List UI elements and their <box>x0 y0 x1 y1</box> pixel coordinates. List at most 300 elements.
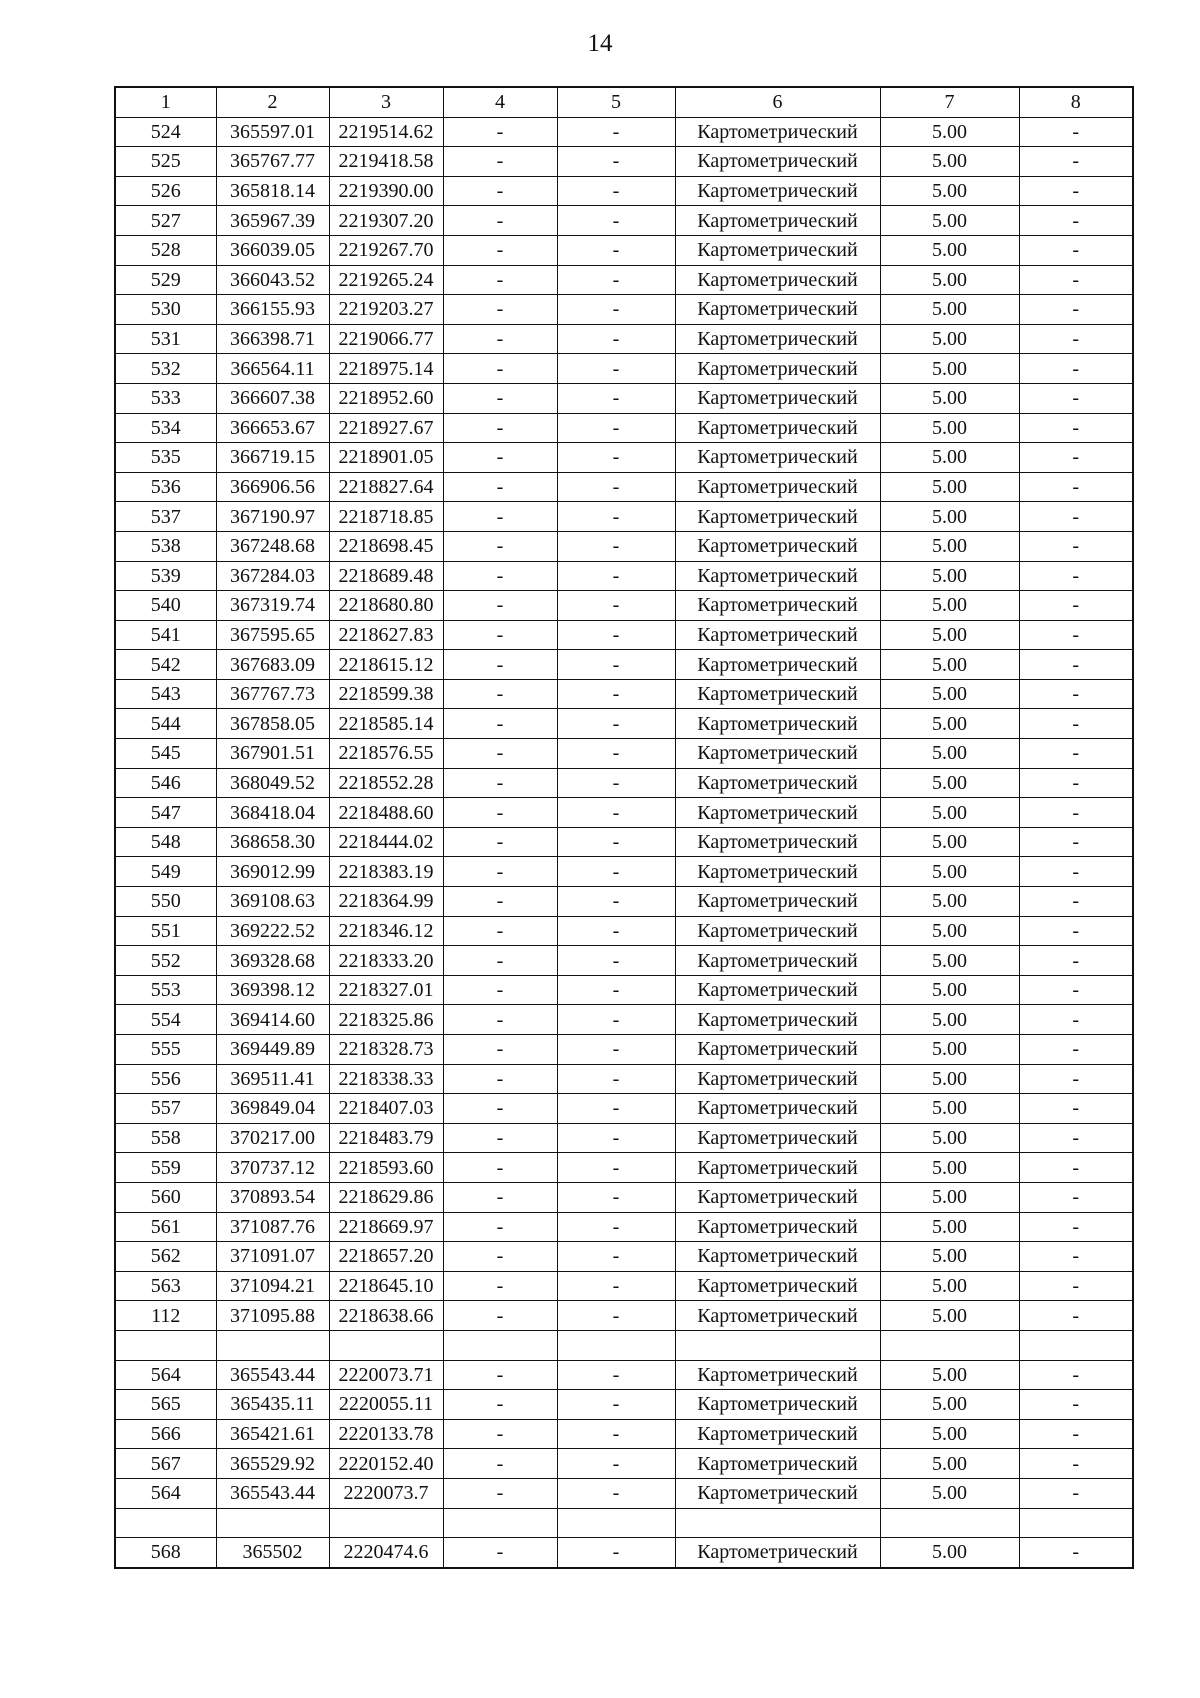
table-row <box>115 1301 1133 1331</box>
cell-point-number: 535 <box>115 443 216 473</box>
table-row <box>115 176 1133 206</box>
cell-y-coordinate: 2219265.24 <box>329 265 443 295</box>
cell-point-number: 539 <box>115 561 216 591</box>
cell-accuracy: 5.00 <box>880 857 1019 887</box>
cell-accuracy: 5.00 <box>880 324 1019 354</box>
cell-accuracy: 5.00 <box>880 295 1019 325</box>
cell-column-8: - <box>1019 679 1133 709</box>
cell-column-4: - <box>443 1419 557 1449</box>
cell-column-8: - <box>1019 206 1133 236</box>
cell-accuracy: 5.00 <box>880 354 1019 384</box>
table-row <box>115 383 1133 413</box>
cell-x-coordinate: 367248.68 <box>216 531 329 561</box>
cell-method: Картометрический <box>675 176 880 206</box>
cell-column-5: - <box>557 1094 675 1124</box>
cell-method: Картометрический <box>675 235 880 265</box>
cell-point-number: 544 <box>115 709 216 739</box>
cell-column-8: - <box>1019 383 1133 413</box>
cell-column-4: - <box>443 117 557 147</box>
cell-accuracy: 5.00 <box>880 709 1019 739</box>
cell-column-5 <box>557 1330 675 1360</box>
cell-y-coordinate: 2219390.00 <box>329 176 443 206</box>
cell-column-4: - <box>443 235 557 265</box>
cell-x-coordinate: 366906.56 <box>216 472 329 502</box>
cell-point-number: 557 <box>115 1094 216 1124</box>
cell-method: Картометрический <box>675 443 880 473</box>
cell-method: Картометрический <box>675 295 880 325</box>
cell-point-number: 545 <box>115 739 216 769</box>
table-row <box>115 591 1133 621</box>
cell-y-coordinate: 2218488.60 <box>329 798 443 828</box>
cell-x-coordinate: 366398.71 <box>216 324 329 354</box>
cell-column-4: - <box>443 472 557 502</box>
column-header-8: 8 <box>1019 87 1133 117</box>
cell-x-coordinate: 369012.99 <box>216 857 329 887</box>
table-row <box>115 413 1133 443</box>
cell-point-number: 547 <box>115 798 216 828</box>
cell-point-number: 568 <box>115 1538 216 1568</box>
cell-column-5: - <box>557 235 675 265</box>
cell-column-8: - <box>1019 1538 1133 1568</box>
cell-column-8: - <box>1019 324 1133 354</box>
cell-column-8: - <box>1019 768 1133 798</box>
cell-x-coordinate: 367901.51 <box>216 739 329 769</box>
cell-column-5: - <box>557 857 675 887</box>
cell-accuracy: 5.00 <box>880 798 1019 828</box>
cell-method: Картометрический <box>675 1005 880 1035</box>
cell-column-5: - <box>557 443 675 473</box>
cell-column-4: - <box>443 1390 557 1420</box>
table-row <box>115 1094 1133 1124</box>
column-header-6: 6 <box>675 87 880 117</box>
cell-column-8: - <box>1019 916 1133 946</box>
cell-x-coordinate: 365597.01 <box>216 117 329 147</box>
cell-column-4: - <box>443 531 557 561</box>
cell-x-coordinate: 366653.67 <box>216 413 329 443</box>
cell-y-coordinate: 2218638.66 <box>329 1301 443 1331</box>
cell-accuracy: 5.00 <box>880 650 1019 680</box>
cell-column-8: - <box>1019 1123 1133 1153</box>
cell-column-5: - <box>557 1153 675 1183</box>
table-row <box>115 531 1133 561</box>
cell-method: Картометрический <box>675 1182 880 1212</box>
cell-column-8: - <box>1019 561 1133 591</box>
cell-accuracy: 5.00 <box>880 1182 1019 1212</box>
cell-x-coordinate: 370737.12 <box>216 1153 329 1183</box>
cell-accuracy: 5.00 <box>880 502 1019 532</box>
cell-method: Картометрический <box>675 739 880 769</box>
cell-accuracy: 5.00 <box>880 443 1019 473</box>
cell-method: Картометрический <box>675 472 880 502</box>
cell-accuracy: 5.00 <box>880 265 1019 295</box>
cell-method: Картометрический <box>675 1212 880 1242</box>
table-row <box>115 857 1133 887</box>
cell-y-coordinate: 2220133.78 <box>329 1419 443 1449</box>
cell-accuracy: 5.00 <box>880 235 1019 265</box>
cell-column-4: - <box>443 1064 557 1094</box>
cell-y-coordinate: 2218669.97 <box>329 1212 443 1242</box>
cell-x-coordinate: 365543.44 <box>216 1360 329 1390</box>
cell-column-8: - <box>1019 1212 1133 1242</box>
cell-x-coordinate: 367190.97 <box>216 502 329 532</box>
cell-y-coordinate: 2218927.67 <box>329 413 443 443</box>
cell-column-8: - <box>1019 857 1133 887</box>
cell-x-coordinate <box>216 1508 329 1538</box>
cell-point-number: 528 <box>115 235 216 265</box>
cell-column-4: - <box>443 916 557 946</box>
cell-method: Картометрический <box>675 1064 880 1094</box>
cell-column-4: - <box>443 1478 557 1508</box>
cell-accuracy: 5.00 <box>880 1390 1019 1420</box>
cell-y-coordinate: 2218615.12 <box>329 650 443 680</box>
cell-y-coordinate: 2218328.73 <box>329 1035 443 1065</box>
table-row <box>115 206 1133 236</box>
table-row <box>115 709 1133 739</box>
cell-y-coordinate: 2219514.62 <box>329 117 443 147</box>
cell-column-8: - <box>1019 176 1133 206</box>
cell-point-number: 563 <box>115 1271 216 1301</box>
cell-column-4: - <box>443 1182 557 1212</box>
cell-method: Картометрический <box>675 502 880 532</box>
table-row <box>115 916 1133 946</box>
table-row <box>115 620 1133 650</box>
table-row <box>115 1508 1133 1538</box>
cell-column-5: - <box>557 295 675 325</box>
cell-accuracy: 5.00 <box>880 147 1019 177</box>
cell-column-8: - <box>1019 1478 1133 1508</box>
cell-point-number: 525 <box>115 147 216 177</box>
table-header-row <box>115 87 1133 117</box>
cell-column-8: - <box>1019 946 1133 976</box>
cell-column-5: - <box>557 916 675 946</box>
cell-accuracy: 5.00 <box>880 1271 1019 1301</box>
cell-column-5: - <box>557 679 675 709</box>
cell-column-4: - <box>443 1449 557 1479</box>
cell-column-8: - <box>1019 265 1133 295</box>
cell-method: Картометрический <box>675 1449 880 1479</box>
table-row <box>115 1390 1133 1420</box>
table-row <box>115 1419 1133 1449</box>
cell-accuracy: 5.00 <box>880 1360 1019 1390</box>
cell-column-8: - <box>1019 147 1133 177</box>
cell-accuracy: 5.00 <box>880 1064 1019 1094</box>
cell-accuracy: 5.00 <box>880 1094 1019 1124</box>
cell-accuracy: 5.00 <box>880 946 1019 976</box>
table-row <box>115 650 1133 680</box>
cell-accuracy: 5.00 <box>880 827 1019 857</box>
cell-column-4 <box>443 1330 557 1360</box>
cell-column-4: - <box>443 324 557 354</box>
cell-point-number: 549 <box>115 857 216 887</box>
cell-column-5: - <box>557 1271 675 1301</box>
table-row <box>115 324 1133 354</box>
cell-accuracy: 5.00 <box>880 531 1019 561</box>
cell-method: Картометрический <box>675 827 880 857</box>
table-row <box>115 798 1133 828</box>
cell-column-4: - <box>443 561 557 591</box>
cell-column-8: - <box>1019 739 1133 769</box>
table-row <box>115 768 1133 798</box>
cell-column-5: - <box>557 1064 675 1094</box>
cell-column-4: - <box>443 295 557 325</box>
table-row <box>115 827 1133 857</box>
cell-accuracy: 5.00 <box>880 1123 1019 1153</box>
cell-column-4: - <box>443 798 557 828</box>
cell-column-5: - <box>557 1538 675 1568</box>
cell-column-5: - <box>557 1182 675 1212</box>
cell-column-8: - <box>1019 1182 1133 1212</box>
cell-method: Картометрический <box>675 531 880 561</box>
cell-x-coordinate: 371087.76 <box>216 1212 329 1242</box>
table-row <box>115 117 1133 147</box>
cell-x-coordinate: 370893.54 <box>216 1182 329 1212</box>
cell-method: Картометрический <box>675 1419 880 1449</box>
cell-column-5: - <box>557 502 675 532</box>
cell-column-5: - <box>557 1301 675 1331</box>
cell-x-coordinate: 371094.21 <box>216 1271 329 1301</box>
cell-point-number: 536 <box>115 472 216 502</box>
cell-y-coordinate: 2218444.02 <box>329 827 443 857</box>
cell-point-number: 532 <box>115 354 216 384</box>
cell-column-5: - <box>557 1123 675 1153</box>
cell-column-8: - <box>1019 650 1133 680</box>
table-row <box>115 739 1133 769</box>
cell-column-4: - <box>443 620 557 650</box>
cell-y-coordinate: 2218552.28 <box>329 768 443 798</box>
cell-point-number: 543 <box>115 679 216 709</box>
table-row <box>115 1330 1133 1360</box>
cell-column-5: - <box>557 472 675 502</box>
cell-column-5: - <box>557 709 675 739</box>
cell-method: Картометрический <box>675 1478 880 1508</box>
cell-column-4: - <box>443 709 557 739</box>
cell-column-8: - <box>1019 1301 1133 1331</box>
cell-column-8: - <box>1019 472 1133 502</box>
cell-y-coordinate: 2218327.01 <box>329 975 443 1005</box>
table-row <box>115 265 1133 295</box>
cell-x-coordinate: 370217.00 <box>216 1123 329 1153</box>
cell-x-coordinate: 365502 <box>216 1538 329 1568</box>
cell-point-number: 538 <box>115 531 216 561</box>
cell-y-coordinate: 2218952.60 <box>329 383 443 413</box>
cell-column-8: - <box>1019 295 1133 325</box>
cell-column-8: - <box>1019 887 1133 917</box>
cell-x-coordinate: 365818.14 <box>216 176 329 206</box>
cell-point-number: 112 <box>115 1301 216 1331</box>
cell-y-coordinate: 2220073.71 <box>329 1360 443 1390</box>
cell-accuracy: 5.00 <box>880 1449 1019 1479</box>
table-row <box>115 1360 1133 1390</box>
cell-column-5: - <box>557 946 675 976</box>
cell-column-5: - <box>557 206 675 236</box>
cell-point-number: 548 <box>115 827 216 857</box>
cell-column-8: - <box>1019 1094 1133 1124</box>
cell-column-4: - <box>443 887 557 917</box>
cell-y-coordinate: 2220474.6 <box>329 1538 443 1568</box>
cell-point-number: 546 <box>115 768 216 798</box>
cell-point-number: 526 <box>115 176 216 206</box>
cell-column-5: - <box>557 413 675 443</box>
table-row <box>115 946 1133 976</box>
table-row <box>115 472 1133 502</box>
cell-y-coordinate: 2218576.55 <box>329 739 443 769</box>
cell-column-8 <box>1019 1330 1133 1360</box>
cell-x-coordinate: 366564.11 <box>216 354 329 384</box>
cell-column-4: - <box>443 176 557 206</box>
cell-x-coordinate: 369222.52 <box>216 916 329 946</box>
cell-column-5: - <box>557 531 675 561</box>
table-row <box>115 147 1133 177</box>
cell-column-4: - <box>443 1301 557 1331</box>
cell-accuracy: 5.00 <box>880 916 1019 946</box>
cell-point-number: 524 <box>115 117 216 147</box>
table-row <box>115 235 1133 265</box>
cell-method: Картометрический <box>675 354 880 384</box>
cell-method: Картометрический <box>675 1123 880 1153</box>
cell-y-coordinate: 2218585.14 <box>329 709 443 739</box>
cell-y-coordinate: 2218975.14 <box>329 354 443 384</box>
cell-x-coordinate: 366155.93 <box>216 295 329 325</box>
cell-point-number: 542 <box>115 650 216 680</box>
cell-method: Картометрический <box>675 679 880 709</box>
table-row <box>115 1538 1133 1568</box>
cell-column-8: - <box>1019 1064 1133 1094</box>
table-row <box>115 295 1133 325</box>
cell-x-coordinate: 369108.63 <box>216 887 329 917</box>
cell-y-coordinate: 2218599.38 <box>329 679 443 709</box>
cell-y-coordinate: 2218657.20 <box>329 1242 443 1272</box>
cell-point-number: 534 <box>115 413 216 443</box>
table-body <box>115 117 1133 1568</box>
cell-column-5 <box>557 1508 675 1538</box>
cell-column-4: - <box>443 1212 557 1242</box>
cell-y-coordinate: 2218689.48 <box>329 561 443 591</box>
cell-column-4: - <box>443 857 557 887</box>
cell-column-5: - <box>557 1390 675 1420</box>
cell-y-coordinate: 2218346.12 <box>329 916 443 946</box>
cell-column-4 <box>443 1508 557 1538</box>
cell-column-8: - <box>1019 1153 1133 1183</box>
cell-column-5: - <box>557 827 675 857</box>
cell-column-5: - <box>557 739 675 769</box>
cell-column-4: - <box>443 768 557 798</box>
cell-accuracy: 5.00 <box>880 887 1019 917</box>
cell-point-number: 540 <box>115 591 216 621</box>
cell-column-4: - <box>443 1005 557 1035</box>
cell-accuracy: 5.00 <box>880 620 1019 650</box>
cell-point-number: 565 <box>115 1390 216 1420</box>
cell-method: Картометрический <box>675 1538 880 1568</box>
cell-x-coordinate: 367683.09 <box>216 650 329 680</box>
cell-point-number: 564 <box>115 1360 216 1390</box>
cell-column-8: - <box>1019 620 1133 650</box>
cell-method: Картометрический <box>675 650 880 680</box>
cell-method: Картометрический <box>675 413 880 443</box>
cell-x-coordinate: 369398.12 <box>216 975 329 1005</box>
cell-x-coordinate: 369849.04 <box>216 1094 329 1124</box>
cell-column-5: - <box>557 354 675 384</box>
cell-column-8: - <box>1019 798 1133 828</box>
cell-column-8 <box>1019 1508 1133 1538</box>
table-row <box>115 887 1133 917</box>
cell-method: Картометрический <box>675 887 880 917</box>
cell-y-coordinate: 2219066.77 <box>329 324 443 354</box>
cell-y-coordinate <box>329 1330 443 1360</box>
cell-column-8: - <box>1019 1035 1133 1065</box>
cell-y-coordinate: 2219203.27 <box>329 295 443 325</box>
cell-y-coordinate: 2218364.99 <box>329 887 443 917</box>
cell-x-coordinate: 365767.77 <box>216 147 329 177</box>
cell-method: Картометрический <box>675 383 880 413</box>
cell-method: Картометрический <box>675 1094 880 1124</box>
cell-point-number: 564 <box>115 1478 216 1508</box>
cell-column-5: - <box>557 383 675 413</box>
cell-column-4: - <box>443 1242 557 1272</box>
cell-method: Картометрический <box>675 946 880 976</box>
cell-column-4: - <box>443 354 557 384</box>
cell-accuracy: 5.00 <box>880 1035 1019 1065</box>
cell-column-5: - <box>557 650 675 680</box>
cell-column-5: - <box>557 1035 675 1065</box>
cell-accuracy: 5.00 <box>880 413 1019 443</box>
cell-method: Картометрический <box>675 975 880 1005</box>
cell-method: Картометрический <box>675 324 880 354</box>
column-header-1: 1 <box>115 87 216 117</box>
cell-point-number <box>115 1330 216 1360</box>
cell-x-coordinate: 365967.39 <box>216 206 329 236</box>
cell-column-8: - <box>1019 975 1133 1005</box>
cell-accuracy: 5.00 <box>880 1301 1019 1331</box>
cell-point-number: 541 <box>115 620 216 650</box>
cell-y-coordinate: 2218338.33 <box>329 1064 443 1094</box>
table-row <box>115 354 1133 384</box>
cell-accuracy: 5.00 <box>880 1478 1019 1508</box>
cell-column-5: - <box>557 1005 675 1035</box>
cell-column-4: - <box>443 679 557 709</box>
cell-y-coordinate: 2218698.45 <box>329 531 443 561</box>
cell-method: Картометрический <box>675 1153 880 1183</box>
table-row <box>115 1064 1133 1094</box>
cell-accuracy: 5.00 <box>880 1212 1019 1242</box>
cell-accuracy: 5.00 <box>880 176 1019 206</box>
cell-accuracy: 5.00 <box>880 561 1019 591</box>
cell-x-coordinate: 367284.03 <box>216 561 329 591</box>
table-row <box>115 502 1133 532</box>
cell-x-coordinate: 369511.41 <box>216 1064 329 1094</box>
cell-accuracy: 5.00 <box>880 975 1019 1005</box>
cell-point-number: 550 <box>115 887 216 917</box>
cell-y-coordinate: 2218333.20 <box>329 946 443 976</box>
cell-column-5: - <box>557 147 675 177</box>
table-row <box>115 1123 1133 1153</box>
cell-point-number: 527 <box>115 206 216 236</box>
cell-column-8: - <box>1019 1005 1133 1035</box>
cell-x-coordinate: 367319.74 <box>216 591 329 621</box>
cell-y-coordinate: 2218901.05 <box>329 443 443 473</box>
cell-y-coordinate: 2218645.10 <box>329 1271 443 1301</box>
cell-column-4: - <box>443 443 557 473</box>
cell-column-5: - <box>557 1212 675 1242</box>
cell-column-5: - <box>557 176 675 206</box>
cell-column-4: - <box>443 147 557 177</box>
cell-method: Картометрический <box>675 1242 880 1272</box>
cell-point-number: 552 <box>115 946 216 976</box>
cell-accuracy: 5.00 <box>880 1538 1019 1568</box>
table-row <box>115 1153 1133 1183</box>
cell-column-5: - <box>557 1449 675 1479</box>
cell-column-5: - <box>557 1242 675 1272</box>
cell-point-number: 556 <box>115 1064 216 1094</box>
